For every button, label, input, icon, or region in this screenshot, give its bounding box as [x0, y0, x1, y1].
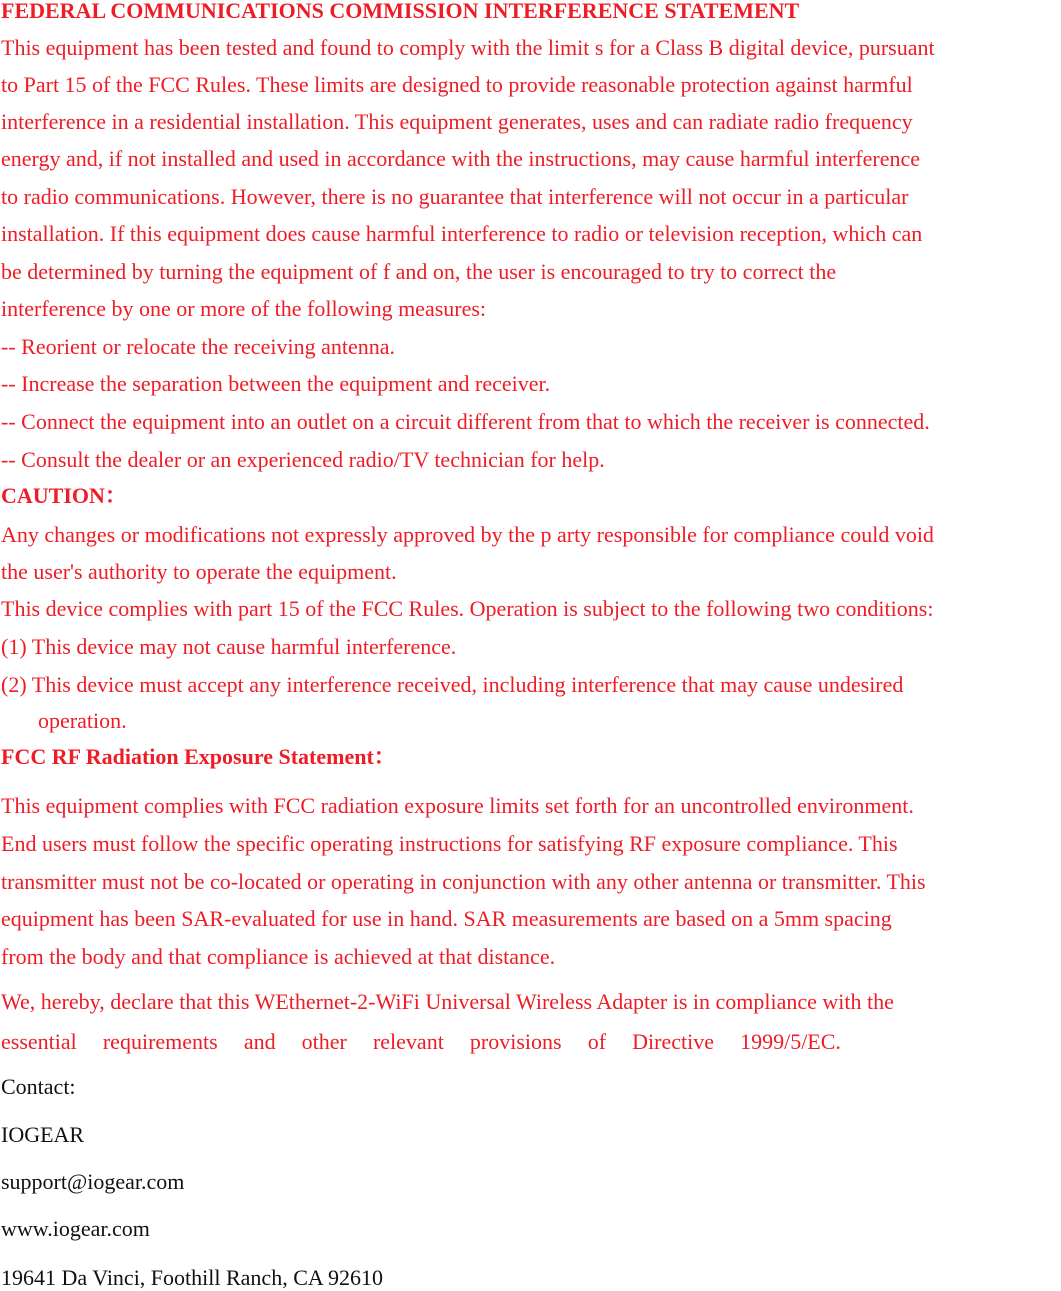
caution-line: This device complies with part 15 of the FCC Rules. Operation is subject to the following two conditions:: [1, 596, 934, 621]
rf-line: transmitter must not be co-located or operating in conjunction with any other antenna or transmitter. This: [1, 869, 926, 894]
paragraph-line: to radio communications. However, there is no guarantee that interference will not occur in a particular: [1, 184, 909, 209]
rf-line: This equipment complies with FCC radiation exposure limits set forth for an uncontrolled environment.: [1, 793, 914, 818]
caution-line: Any changes or modifications not expressly approved by the p arty responsible for compliance could void: [1, 522, 934, 547]
contact-address: 19641 Da Vinci, Foothill Ranch, CA 92610: [1, 1265, 384, 1290]
paragraph-line: interference in a residential installation. This equipment generates, uses and can radiate radio frequency: [1, 109, 913, 134]
paragraph-line: energy and, if not installed and used in accordance with the instructions, may cause harmful interference: [1, 146, 920, 171]
measure-item: -- Consult the dealer or an experienced radio/TV technician for help.: [1, 447, 605, 472]
caution-line: the user's authority to operate the equipment.: [1, 559, 397, 584]
paragraph-line: interference by one or more of the following measures:: [1, 296, 487, 321]
measure-item: -- Reorient or relocate the receiving antenna.: [1, 334, 395, 359]
contact-email[interactable]: support@iogear.com: [1, 1169, 185, 1194]
paragraph-line: to Part 15 of the FCC Rules. These limits are designed to provide reasonable protection against harmful: [1, 72, 913, 97]
declaration-word: requirements: [102, 1029, 218, 1054]
declaration-word: essential: [1, 1029, 77, 1054]
rf-heading: FCC RF Radiation Exposure Statement：: [1, 744, 396, 769]
caution-line: (1) This device may not cause harmful interference.: [1, 634, 457, 659]
paragraph-line: be determined by turning the equipment of f and on, the user is encouraged to try to correct the: [1, 259, 837, 284]
measure-item: -- Increase the separation between the equipment and receiver.: [1, 371, 551, 396]
caution-line: (2) This device must accept any interference received, including interference that may cause undesired: [1, 672, 904, 697]
caution-heading: CAUTION：: [1, 483, 127, 508]
contact-label: Contact:: [1, 1074, 76, 1099]
rf-line: End users must follow the specific operating instructions for satisfying RF exposure compliance. This: [1, 831, 898, 856]
paragraph-line: This equipment has been tested and found to comply with the limit s for a Class B digital device, pursuant: [1, 35, 935, 60]
declaration-word: other: [301, 1029, 347, 1054]
rf-line: equipment has been SAR-evaluated for use in hand. SAR measurements are based on a 5mm spacing: [1, 906, 892, 931]
declaration-line-justified: [1, 1029, 841, 1055]
declaration-word: 1999/5/EC.: [740, 1029, 841, 1054]
rf-line: from the body and that compliance is achieved at that distance.: [1, 944, 556, 969]
declaration-word: provisions: [469, 1029, 562, 1054]
contact-website[interactable]: www.iogear.com: [1, 1216, 150, 1241]
declaration-word: Directive: [632, 1029, 714, 1054]
declaration-word: of: [587, 1029, 607, 1054]
fcc-title: FEDERAL COMMUNICATIONS COMMISSION INTERFERENCE STATEMENT: [1, 0, 800, 23]
contact-company: IOGEAR: [1, 1122, 85, 1147]
measure-item: -- Connect the equipment into an outlet on a circuit different from that to which the receiver is connected.: [1, 409, 930, 434]
paragraph-line: installation. If this equipment does cause harmful interference to radio or television reception, which can: [1, 221, 923, 246]
declaration-word: and: [243, 1029, 276, 1054]
declaration-line: We, hereby, declare that this WEthernet-2-WiFi Universal Wireless Adapter is in compliance with the: [1, 989, 894, 1014]
declaration-word: relevant: [372, 1029, 444, 1054]
caution-line: operation.: [38, 708, 127, 733]
